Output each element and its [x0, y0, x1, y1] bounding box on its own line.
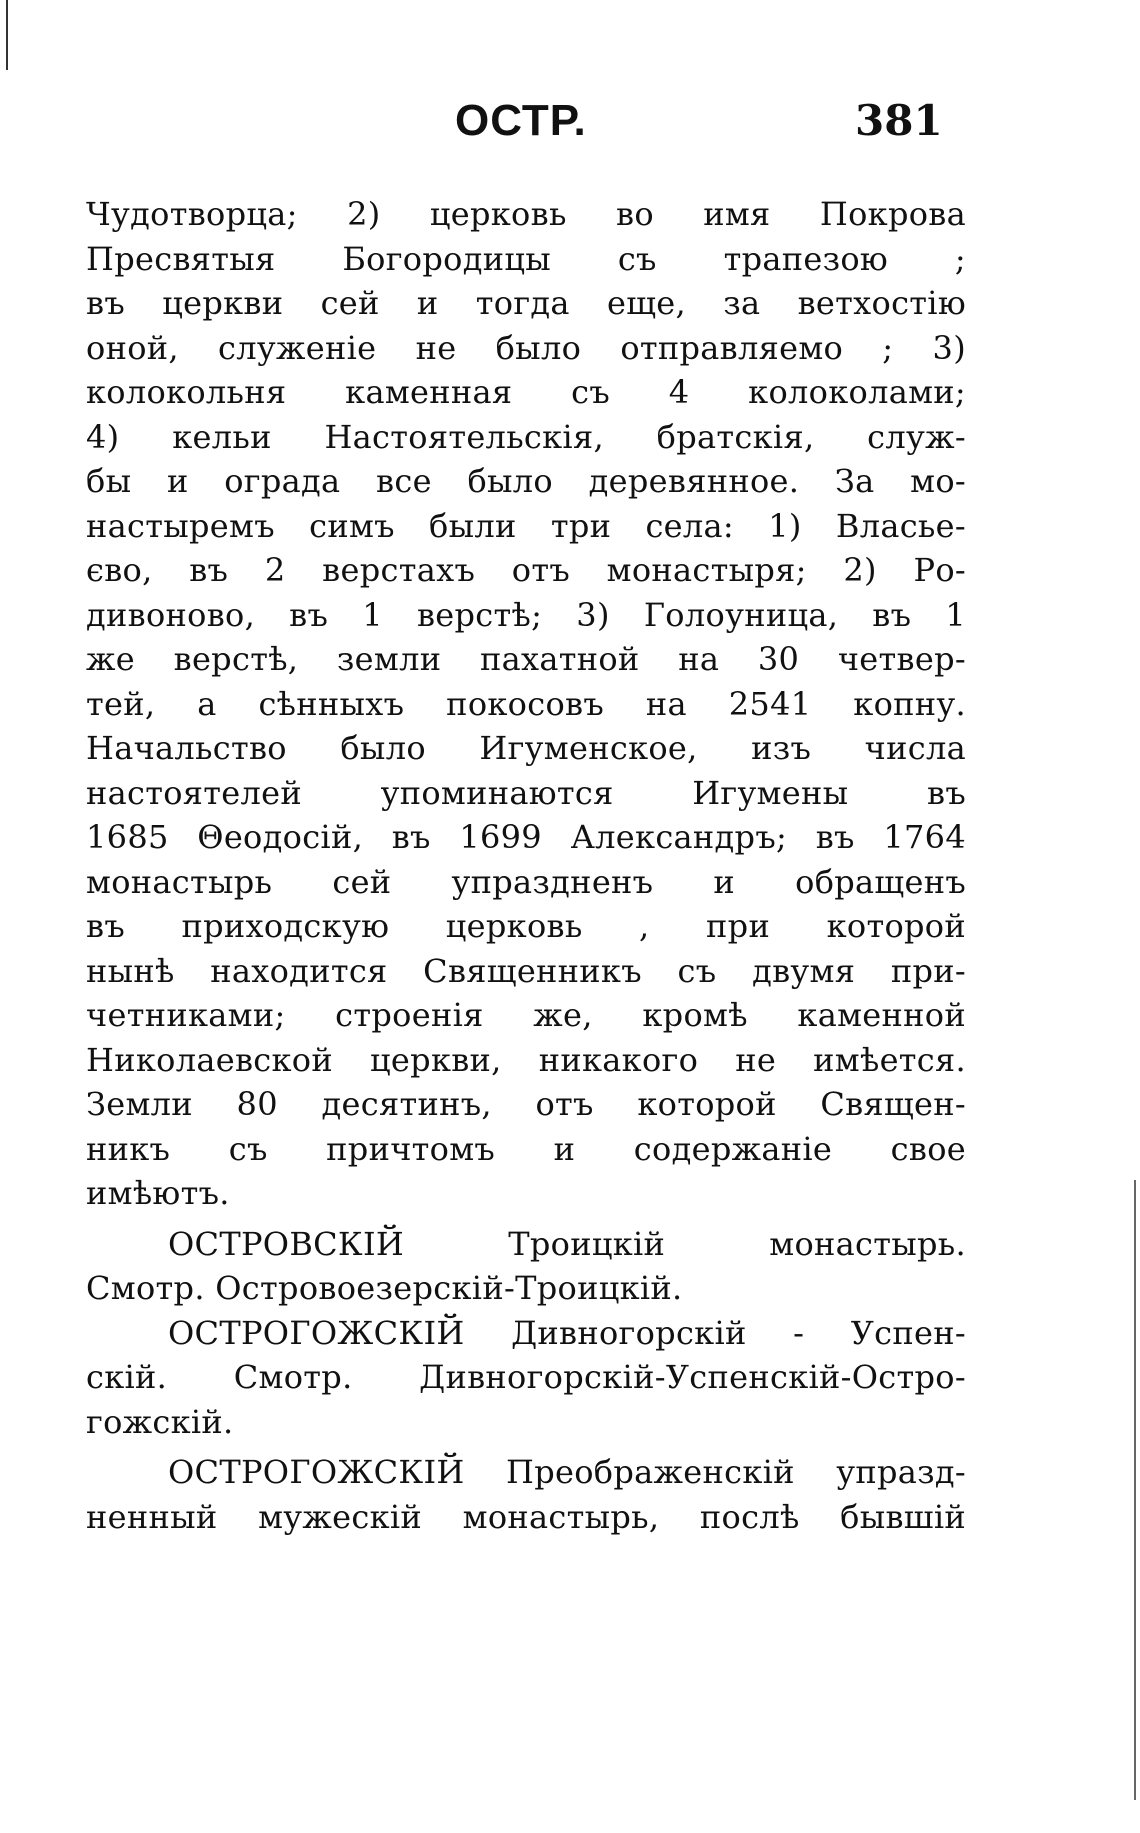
- page-header: [0, 96, 1140, 156]
- text-line: Пресвятыя Богородицы съ трапезою ;: [86, 239, 966, 278]
- text-line: гожскій.: [86, 1402, 234, 1441]
- text-line: Чудотворца; 2) церковь во имя Покрова: [86, 195, 966, 233]
- text-line: въ приходскую церковь , при которой: [86, 907, 966, 945]
- text-line: нынѣ находится Священникъ съ двумя при-: [86, 951, 966, 990]
- text-line: Смотр. Островоезерскій-Троицкій.: [86, 1269, 683, 1307]
- text-line: Начальство было Игуменское, изъ числа: [86, 729, 966, 767]
- text-line: же верстѣ, земли пахатной на 30 четвер-: [86, 640, 966, 678]
- text-line: настыремъ симъ были три села: 1) Власье-: [86, 506, 966, 545]
- text-line: Николаевской церкви, никакого не имѣется.: [86, 1040, 966, 1079]
- text-line: 4) кельи Настоятельскія, братскія, служ-: [86, 417, 966, 456]
- text-line: настоятелей упоминаются Игумены въ: [86, 773, 966, 812]
- text-line: єво, въ 2 верстахъ отъ монастыря; 2) Ро-: [86, 551, 966, 589]
- entry-heading-line: ОСТРОГОЖСКІЙ Дивногорскій - Успен-: [168, 1313, 966, 1352]
- text-line: четниками; строенія же, кромѣ каменной: [86, 996, 966, 1034]
- text-line: никъ съ причтомъ и содержаніе свое: [86, 1129, 966, 1168]
- text-line: монастырь сей упраздненъ и обращенъ: [86, 862, 966, 901]
- entry-heading-line: ОСТРОГОЖСКІЙ Преображенскій упразд-: [168, 1453, 966, 1491]
- text-line: дивоново, въ 1 верстѣ; 3) Голоуница, въ 1: [86, 595, 966, 634]
- margin-rule: [6, 0, 8, 70]
- text-line: колокольня каменная съ 4 колоколами;: [86, 373, 966, 411]
- margin-rule: [1134, 1180, 1136, 1800]
- running-head: ОСТР.: [455, 96, 587, 145]
- text-line: оной, служеніе не было отправляемо ; 3): [86, 328, 966, 367]
- text-line: бы и ограда все было деревянное. За мо-: [86, 462, 966, 500]
- text-line: въ церкви сей и тогда еще, за ветхостію: [86, 284, 966, 322]
- text-line: скій. Смотр. Дивногорскій-Успенскій-Остро-: [86, 1358, 966, 1396]
- text-line: ненный мужескій монастырь, послѣ бывшій: [86, 1497, 966, 1536]
- body-text: [86, 192, 966, 1539]
- entry-heading-line: ОСТРОВСКІЙ Троицкій монастырь.: [168, 1224, 966, 1263]
- page-number: 381: [855, 96, 943, 145]
- text-line: 1685 Θеодосій, въ 1699 Александръ; въ 1764: [86, 818, 966, 856]
- text-line: имѣютъ.: [86, 1174, 230, 1212]
- text-line: Земли 80 десятинъ, отъ которой Священ-: [86, 1085, 966, 1123]
- text-line: тей, а сѣнныхъ покосовъ на 2541 копну.: [86, 684, 966, 723]
